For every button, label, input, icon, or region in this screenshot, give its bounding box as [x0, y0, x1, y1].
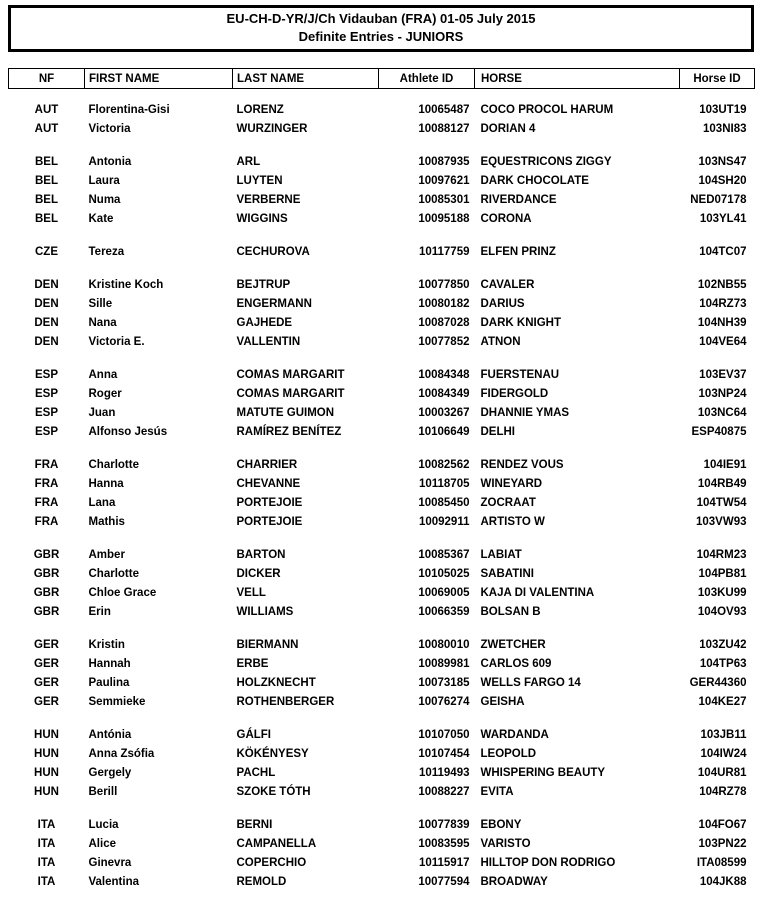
entry-row	[9, 456, 755, 475]
entry-row	[9, 243, 755, 262]
entry-row	[9, 565, 755, 584]
cell-first-name: Ginevra	[88, 857, 132, 869]
cell-nf: ESP	[34, 407, 58, 419]
cell-horse: ZWETCHER	[480, 639, 546, 651]
cell-horse-id: 104TW54	[696, 497, 747, 509]
cell-nf: DEN	[34, 336, 59, 348]
cell-horse-id: NED07178	[690, 194, 747, 206]
cell-athlete-id: 10077852	[418, 336, 470, 348]
spacer-cell	[9, 712, 755, 726]
cell-horse-id: 103JB11	[700, 729, 747, 741]
entry-row	[9, 191, 755, 210]
cell-athlete-id: 10087935	[418, 156, 470, 168]
cell-horse-id: 104KE27	[698, 696, 747, 708]
cell-first-name: Kristine Koch	[88, 279, 164, 291]
spacer-row	[9, 229, 755, 243]
entry-row	[9, 816, 755, 835]
cell-last-name: CECHUROVA	[236, 246, 310, 258]
cell-first-name: Semmieke	[88, 696, 146, 708]
cell-horse-id: 104TC07	[699, 246, 747, 258]
cell-horse-id: 103VW93	[695, 516, 747, 528]
entry-row	[9, 745, 755, 764]
cell-first-name: Alfonso Jesús	[88, 426, 168, 438]
column-header-horse-id: Horse ID	[680, 69, 755, 89]
cell-horse-id: 104RZ73	[699, 298, 747, 310]
cell-nf: GER	[34, 677, 59, 689]
cell-first-name: Anna	[88, 369, 118, 381]
cell-last-name: ARL	[236, 156, 261, 168]
cell-athlete-id: 10082562	[418, 459, 470, 471]
column-header-nf: NF	[9, 69, 85, 89]
cell-athlete-id: 10118705	[418, 478, 470, 490]
cell-last-name: GAJHEDE	[236, 317, 293, 329]
cell-horse: FUERSTENAU	[480, 369, 560, 381]
cell-horse-id: 103YL41	[699, 213, 747, 225]
entries-table-header	[9, 69, 755, 89]
cell-last-name: CHEVANNE	[236, 478, 301, 490]
cell-nf: ITA	[37, 857, 56, 869]
cell-athlete-id: 10097621	[418, 175, 470, 187]
cell-horse-id: GER44360	[689, 677, 747, 689]
cell-horse: ELFEN PRINZ	[480, 246, 556, 258]
column-header-first-name: FIRST NAME	[85, 69, 233, 89]
cell-horse-id: ESP40875	[691, 426, 747, 438]
cell-first-name: Charlotte	[88, 568, 139, 580]
cell-horse: LABIAT	[480, 549, 522, 561]
cell-athlete-id: 10089981	[418, 658, 470, 670]
cell-first-name: Lucia	[88, 819, 119, 831]
cell-last-name: WIGGINS	[236, 213, 288, 225]
entry-row	[9, 120, 755, 139]
cell-horse: ZOCRAAT	[480, 497, 536, 509]
cell-athlete-id: 10117759	[418, 246, 470, 258]
cell-horse: GEISHA	[480, 696, 525, 708]
cell-last-name: HOLZKNECHT	[236, 677, 316, 689]
cell-horse: DARIUS	[480, 298, 525, 310]
cell-first-name: Numa	[88, 194, 121, 206]
cell-horse-id: 103NC64	[697, 407, 747, 419]
cell-last-name: MATUTE GUIMON	[236, 407, 335, 419]
entry-row	[9, 854, 755, 873]
cell-horse-id: 103NI83	[703, 123, 747, 135]
cell-horse-id: 104IW24	[700, 748, 747, 760]
entry-row	[9, 546, 755, 565]
cell-horse: BROADWAY	[480, 876, 548, 888]
entry-row	[9, 295, 755, 314]
cell-horse-id: 103UT19	[699, 104, 747, 116]
cell-horse: ARTISTO W	[480, 516, 545, 528]
cell-nf: DEN	[34, 317, 59, 329]
cell-athlete-id: 10085367	[418, 549, 470, 561]
cell-first-name: Alice	[88, 838, 116, 850]
cell-horse: KAJA DI VALENTINA	[480, 587, 595, 599]
entry-row	[9, 674, 755, 693]
cell-athlete-id: 10077850	[418, 279, 470, 291]
spacer-cell	[9, 262, 755, 276]
cell-nf: AUT	[34, 104, 59, 116]
cell-horse-id: 104RB49	[697, 478, 747, 490]
cell-horse: COCO PROCOL HARUM	[480, 104, 614, 116]
entry-row	[9, 153, 755, 172]
cell-first-name: Hanna	[88, 478, 124, 490]
cell-nf: BEL	[35, 194, 58, 206]
cell-nf: DEN	[34, 279, 59, 291]
entry-row	[9, 513, 755, 532]
spacer-cell	[9, 802, 755, 816]
cell-nf: AUT	[34, 123, 59, 135]
cell-last-name: RAMÍREZ BENÍTEZ	[236, 426, 342, 438]
cell-athlete-id: 10080182	[418, 298, 470, 310]
cell-nf: CZE	[35, 246, 58, 258]
cell-last-name: COPERCHIO	[236, 857, 307, 869]
cell-horse-id: 102NB55	[697, 279, 747, 291]
cell-horse-id: 104OV93	[697, 606, 747, 618]
cell-horse: HILLTOP DON RODRIGO	[480, 857, 616, 869]
cell-athlete-id: 10092911	[418, 516, 470, 528]
cell-athlete-id: 10077594	[418, 876, 470, 888]
cell-horse-id: 103KU99	[697, 587, 747, 599]
cell-horse: DARK KNIGHT	[480, 317, 561, 329]
column-header-last-name: LAST NAME	[233, 69, 379, 89]
cell-nf: ITA	[37, 876, 56, 888]
spacer-row	[9, 89, 755, 101]
cell-first-name: Valentina	[88, 876, 139, 888]
entries-table	[8, 68, 755, 892]
cell-last-name: PORTEJOIE	[236, 516, 303, 528]
entry-row	[9, 366, 755, 385]
cell-horse: WELLS FARGO 14	[480, 677, 581, 689]
cell-athlete-id: 10106649	[418, 426, 470, 438]
cell-nf: BEL	[35, 213, 58, 225]
cell-last-name: WURZINGER	[236, 123, 308, 135]
cell-horse: SABATINI	[480, 568, 534, 580]
cell-athlete-id: 10080010	[418, 639, 470, 651]
cell-athlete-id: 10083595	[418, 838, 470, 850]
spacer-row	[9, 139, 755, 153]
cell-first-name: Kristin	[88, 639, 125, 651]
cell-horse: WHISPERING BEAUTY	[480, 767, 606, 779]
entry-row	[9, 404, 755, 423]
cell-nf: FRA	[34, 516, 59, 528]
cell-last-name: VELL	[236, 587, 266, 599]
cell-horse-id: 104PB81	[698, 568, 747, 580]
cell-last-name: ENGERMANN	[236, 298, 312, 310]
cell-nf: GBR	[33, 568, 60, 580]
cell-horse: EQUESTRICONS ZIGGY	[480, 156, 612, 168]
cell-last-name: BERNI	[236, 819, 273, 831]
cell-last-name: CHARRIER	[236, 459, 298, 471]
cell-horse: VARISTO	[480, 838, 531, 850]
cell-horse-id: 104RZ78	[699, 786, 747, 798]
cell-horse-id: 103NP24	[698, 388, 747, 400]
entry-row	[9, 423, 755, 442]
cell-first-name: Roger	[88, 388, 122, 400]
entry-row	[9, 101, 755, 120]
cell-athlete-id: 10084349	[418, 388, 470, 400]
cell-first-name: Chloe Grace	[88, 587, 157, 599]
cell-horse-id: ITA08599	[696, 857, 747, 869]
cell-horse: WARDANDA	[480, 729, 549, 741]
column-header-athlete-id: Athlete ID	[379, 69, 475, 89]
spacer-cell	[9, 139, 755, 153]
cell-horse-id: 104RM23	[696, 549, 747, 561]
cell-nf: GER	[34, 658, 59, 670]
spacer-cell	[9, 622, 755, 636]
cell-horse: DHANNIE YMAS	[480, 407, 570, 419]
cell-athlete-id: 10115917	[418, 857, 470, 869]
cell-nf: GBR	[33, 549, 60, 561]
cell-horse-id: 104TP63	[699, 658, 747, 670]
entry-row	[9, 314, 755, 333]
cell-nf: FRA	[34, 497, 59, 509]
spacer-cell	[9, 352, 755, 366]
cell-first-name: Gergely	[88, 767, 132, 779]
cell-horse-id: 104SH20	[698, 175, 747, 187]
cell-athlete-id: 10084348	[418, 369, 470, 381]
cell-first-name: Laura	[88, 175, 120, 187]
header-row	[9, 69, 755, 89]
cell-horse: RIVERDANCE	[480, 194, 557, 206]
document-subtitle: Definite Entries - JUNIORS	[298, 29, 464, 44]
cell-nf: ITA	[37, 838, 56, 850]
cell-nf: ESP	[34, 388, 58, 400]
entry-row	[9, 603, 755, 622]
cell-athlete-id: 10003267	[418, 407, 470, 419]
cell-horse-id: 103EV37	[699, 369, 747, 381]
cell-horse-id: 104UR81	[697, 767, 747, 779]
entry-row	[9, 494, 755, 513]
cell-last-name: BARTON	[236, 549, 286, 561]
cell-nf: ITA	[37, 819, 56, 831]
entry-row	[9, 172, 755, 191]
cell-last-name: LUYTEN	[236, 175, 283, 187]
spacer-cell	[9, 229, 755, 243]
cell-last-name: ROTHENBERGER	[236, 696, 335, 708]
cell-nf: FRA	[34, 459, 59, 471]
cell-first-name: Antonia	[88, 156, 132, 168]
cell-horse: DARK CHOCOLATE	[480, 175, 589, 187]
cell-last-name: PACHL	[236, 767, 276, 779]
cell-athlete-id: 10088127	[418, 123, 470, 135]
spacer-row	[9, 262, 755, 276]
cell-last-name: VERBERNE	[236, 194, 301, 206]
cell-horse-id: 104VE64	[699, 336, 747, 348]
cell-first-name: Lana	[88, 497, 116, 509]
cell-last-name: KÖKÉNYESY	[236, 748, 309, 760]
cell-first-name: Sille	[88, 298, 113, 310]
cell-horse-id: 104IE91	[703, 459, 747, 471]
cell-nf: ESP	[34, 426, 58, 438]
entry-row	[9, 693, 755, 712]
entry-row	[9, 475, 755, 494]
cell-last-name: LORENZ	[236, 104, 284, 116]
cell-first-name: Florentina-Gisi	[88, 104, 170, 116]
entry-row	[9, 385, 755, 404]
cell-last-name: BIERMANN	[236, 639, 299, 651]
cell-athlete-id: 10085450	[418, 497, 470, 509]
cell-horse-id: 103PN22	[698, 838, 747, 850]
cell-athlete-id: 10066359	[418, 606, 470, 618]
cell-horse-id: 103ZU42	[699, 639, 747, 651]
cell-first-name: Juan	[88, 407, 116, 419]
entry-row	[9, 764, 755, 783]
column-header-horse: HORSE	[475, 69, 680, 89]
cell-last-name: WILLIAMS	[236, 606, 294, 618]
cell-nf: HUN	[34, 748, 59, 760]
cell-last-name: COMAS MARGARIT	[236, 388, 345, 400]
cell-nf: DEN	[34, 298, 59, 310]
cell-last-name: ERBE	[236, 658, 269, 670]
cell-horse: EBONY	[480, 819, 522, 831]
cell-athlete-id: 10073185	[418, 677, 470, 689]
cell-last-name: CAMPANELLA	[236, 838, 317, 850]
cell-last-name: SZOKE TÓTH	[236, 786, 311, 798]
spacer-row	[9, 622, 755, 636]
cell-horse-id: 104JK88	[699, 876, 747, 888]
entry-row	[9, 726, 755, 745]
cell-first-name: Victoria E.	[88, 336, 145, 348]
entry-row	[9, 210, 755, 229]
spacer-cell	[9, 532, 755, 546]
cell-first-name: Paulina	[88, 677, 130, 689]
event-title: EU-CH-D-YR/J/Ch Vidauban (FRA) 01-05 July 2015	[226, 11, 536, 26]
spacer-cell	[9, 89, 755, 101]
entry-row	[9, 783, 755, 802]
spacer-row	[9, 352, 755, 366]
cell-first-name: Antónia	[88, 729, 132, 741]
cell-nf: HUN	[34, 729, 59, 741]
cell-first-name: Tereza	[88, 246, 125, 258]
cell-horse: FIDERGOLD	[480, 388, 549, 400]
cell-last-name: DICKER	[236, 568, 281, 580]
cell-horse: DELHI	[480, 426, 515, 438]
cell-nf: HUN	[34, 767, 59, 779]
cell-first-name: Mathis	[88, 516, 125, 528]
cell-last-name: BEJTRUP	[236, 279, 291, 291]
entry-row	[9, 276, 755, 295]
cell-athlete-id: 10076274	[418, 696, 470, 708]
cell-nf: FRA	[34, 478, 59, 490]
cell-horse: BOLSAN B	[480, 606, 541, 618]
cell-athlete-id: 10065487	[418, 104, 470, 116]
cell-nf: ESP	[34, 369, 58, 381]
cell-first-name: Anna Zsófia	[88, 748, 155, 760]
cell-first-name: Berill	[88, 786, 118, 798]
document-title-box	[8, 5, 754, 52]
cell-first-name: Erin	[88, 606, 111, 618]
cell-horse-id: 103NS47	[698, 156, 747, 168]
spacer-row	[9, 532, 755, 546]
cell-athlete-id: 10087028	[418, 317, 470, 329]
spacer-row	[9, 802, 755, 816]
cell-first-name: Victoria	[88, 123, 131, 135]
entry-row	[9, 655, 755, 674]
cell-athlete-id: 10088227	[418, 786, 470, 798]
cell-athlete-id: 10107454	[418, 748, 470, 760]
cell-last-name: GÁLFI	[236, 729, 271, 741]
cell-athlete-id: 10107050	[418, 729, 470, 741]
cell-first-name: Amber	[88, 549, 125, 561]
cell-last-name: REMOLD	[236, 876, 287, 888]
cell-nf: GBR	[33, 587, 60, 599]
entries-tbody	[9, 89, 755, 892]
entry-row	[9, 873, 755, 892]
cell-athlete-id: 10095188	[418, 213, 470, 225]
cell-horse: RENDEZ VOUS	[480, 459, 564, 471]
entry-row	[9, 636, 755, 655]
cell-last-name: PORTEJOIE	[236, 497, 303, 509]
cell-horse: CAVALER	[480, 279, 535, 291]
cell-nf: GBR	[33, 606, 60, 618]
cell-nf: HUN	[34, 786, 59, 798]
cell-first-name: Kate	[88, 213, 114, 225]
cell-horse: WINEYARD	[480, 478, 543, 490]
entry-row	[9, 333, 755, 352]
cell-athlete-id: 10077839	[418, 819, 470, 831]
cell-athlete-id: 10069005	[418, 587, 470, 599]
cell-nf: GER	[34, 639, 59, 651]
spacer-row	[9, 712, 755, 726]
cell-horse: ATNON	[480, 336, 521, 348]
cell-first-name: Hannah	[88, 658, 131, 670]
cell-horse: CARLOS 609	[480, 658, 552, 670]
cell-athlete-id: 10105025	[418, 568, 470, 580]
cell-horse: LEOPOLD	[480, 748, 537, 760]
cell-first-name: Nana	[88, 317, 117, 329]
cell-athlete-id: 10085301	[418, 194, 470, 206]
cell-horse-id: 104FO67	[698, 819, 747, 831]
cell-horse: EVITA	[480, 786, 514, 798]
cell-nf: BEL	[35, 156, 58, 168]
cell-last-name: COMAS MARGARIT	[236, 369, 345, 381]
cell-first-name: Charlotte	[88, 459, 139, 471]
cell-nf: GER	[34, 696, 59, 708]
entry-row	[9, 835, 755, 854]
spacer-cell	[9, 442, 755, 456]
cell-horse-id: 104NH39	[697, 317, 747, 329]
cell-horse: DORIAN 4	[480, 123, 536, 135]
cell-last-name: VALLENTIN	[236, 336, 301, 348]
cell-athlete-id: 10119493	[418, 767, 470, 779]
cell-nf: BEL	[35, 175, 58, 187]
cell-horse: CORONA	[480, 213, 532, 225]
entry-row	[9, 584, 755, 603]
spacer-row	[9, 442, 755, 456]
